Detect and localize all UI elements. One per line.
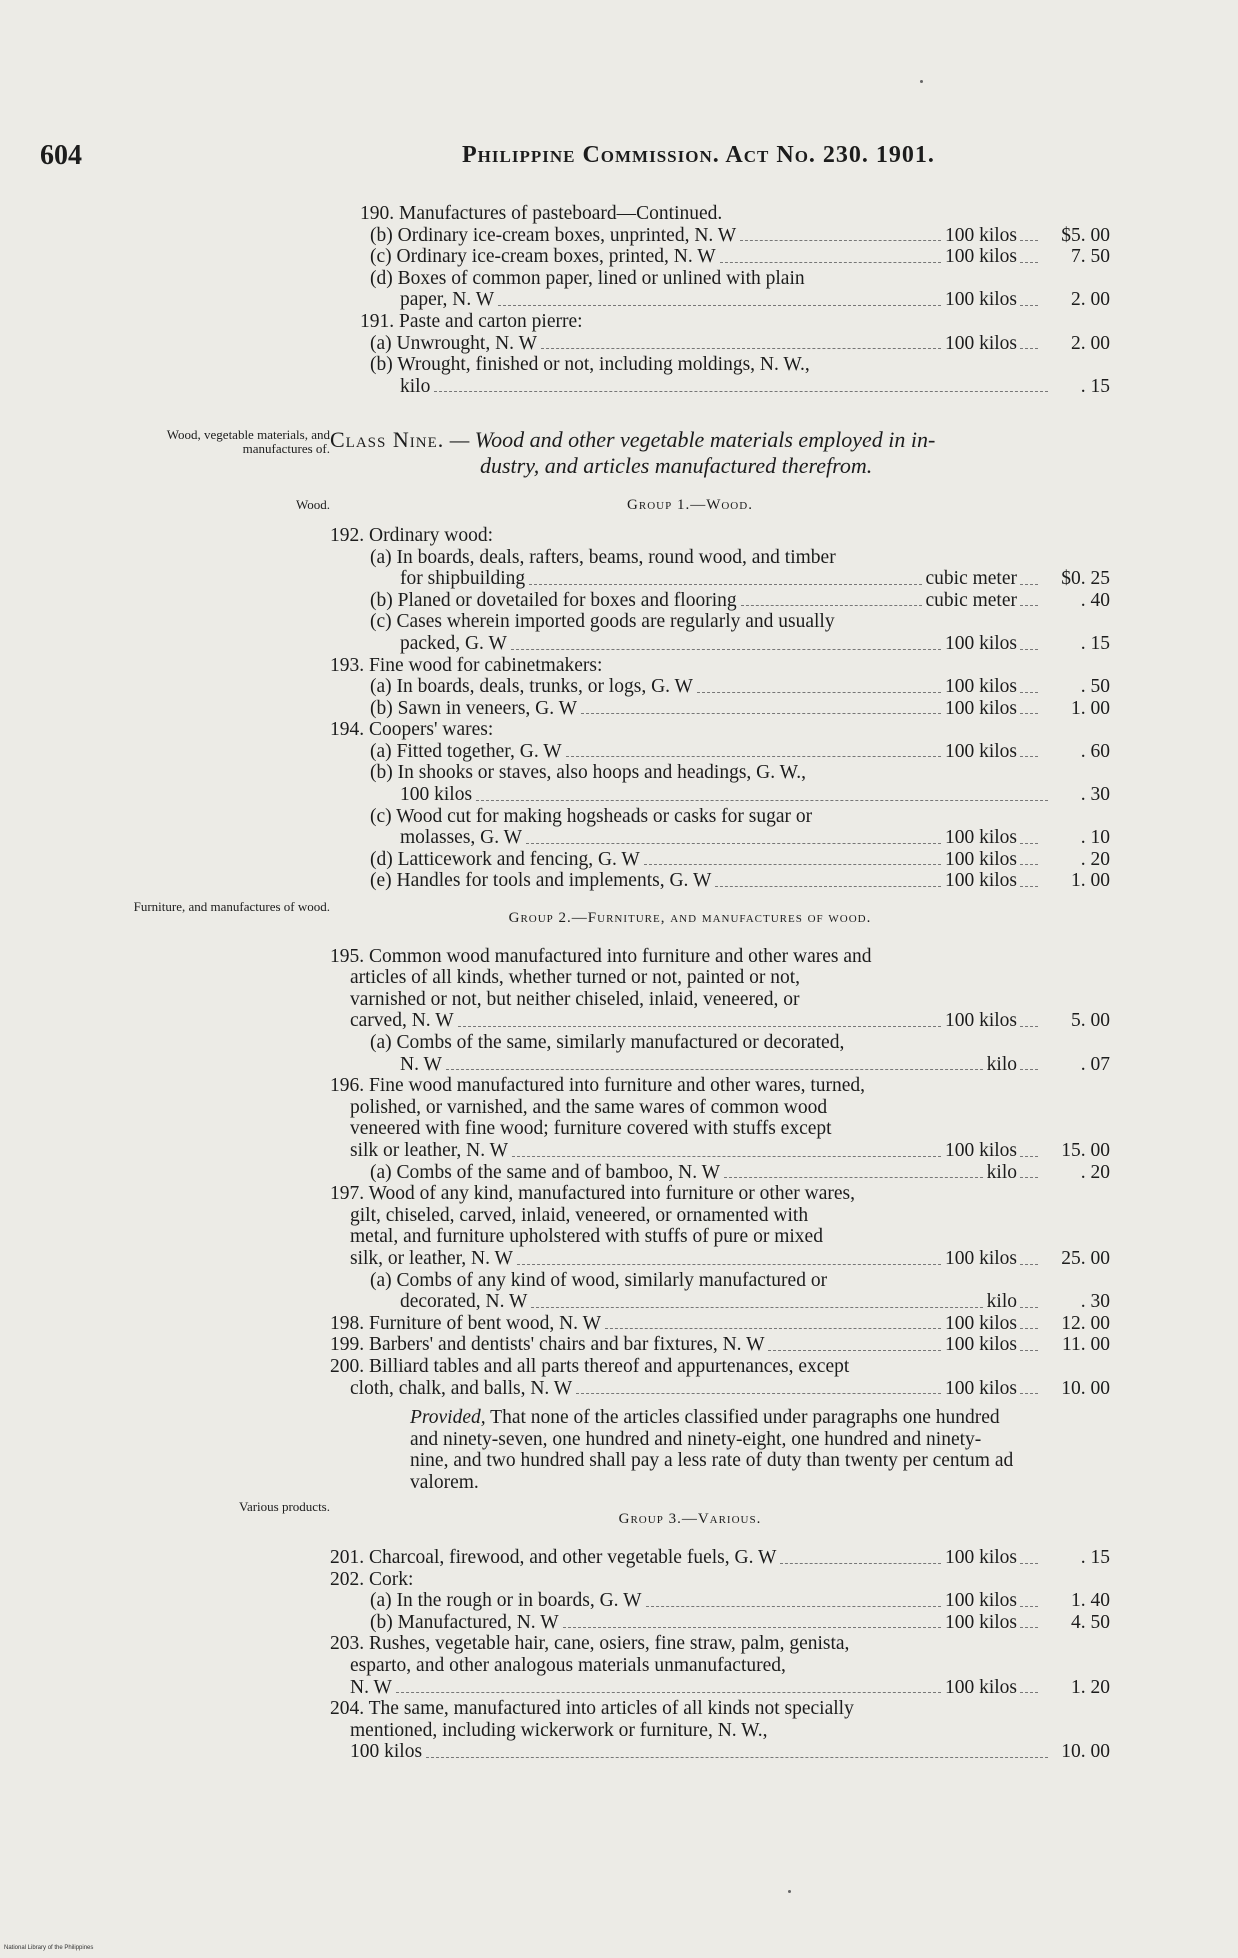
tariff-item-194b: 100 kilos . 30 xyxy=(400,784,1110,806)
paragraph-197-line2: gilt, chiseled, carved, inlaid, veneered, or ornamented with xyxy=(350,1204,809,1226)
tariff-item-203: N. W 100 kilos 1. 20 xyxy=(350,1676,1110,1698)
tariff-item-191a: (a) Unwrought, N. W 100 kilos 2. 00 xyxy=(370,332,1110,354)
tariff-item-192c: packed, G. W 100 kilos . 15 xyxy=(400,632,1110,654)
rate-192a: $0. 25 xyxy=(1061,568,1110,590)
tariff-item-197a: decorated, N. W kilo . 30 xyxy=(400,1291,1110,1313)
sidenote-various: Various products. xyxy=(239,1499,330,1514)
rate-193b: 1. 00 xyxy=(1071,697,1110,719)
paragraph-197-line3: metal, and furniture upholstered with stuffs of pure or mixed xyxy=(350,1226,823,1248)
rate-204: 10. 00 xyxy=(1061,1741,1110,1763)
tariff-item-201: 201. Charcoal, firewood, and other vegetable fuels, G. W 100 kilos . 15 xyxy=(330,1547,1110,1569)
paragraph-195-line2: articles of all kinds, whether turned or not, painted or not, xyxy=(350,967,801,989)
paragraph-203-line1: 203. Rushes, vegetable hair, cane, osiers, fine straw, palm, genista, xyxy=(330,1633,850,1655)
rate-193a: . 50 xyxy=(1080,676,1110,698)
tariff-item-198: 198. Furniture of bent wood, N. W 100 kilos 12. 00 xyxy=(330,1312,1110,1334)
rate-191b: . 15 xyxy=(1080,375,1110,397)
rate-199: 11. 00 xyxy=(1061,1334,1110,1356)
tariff-item-194a: (a) Fitted together, G. W 100 kilos . 60 xyxy=(370,740,1110,762)
tariff-item-197a-line1: (a) Combs of any kind of wood, similarly manufactured or xyxy=(370,1269,828,1291)
tariff-item-194c-line1: (c) Wood cut for making hogsheads or casks for sugar or xyxy=(370,805,813,827)
tariff-item-191b: kilo . 15 xyxy=(400,375,1110,397)
rate-195: 5. 00 xyxy=(1071,1010,1110,1032)
tariff-item-195a: N. W kilo . 07 xyxy=(400,1053,1110,1075)
paragraph-193-heading: 193. Fine wood for cabinetmakers: xyxy=(330,654,603,676)
rate-196: 15. 00 xyxy=(1061,1139,1110,1161)
group-3-heading: Group 3.—Various. xyxy=(618,1511,762,1528)
rate-203: 1. 20 xyxy=(1071,1676,1110,1698)
tariff-item-200: cloth, chalk, and balls, N. W 100 kilos 10. 00 xyxy=(350,1377,1110,1399)
page-number: 604 xyxy=(40,140,82,171)
tariff-item-190d: paper, N. W 100 kilos 2. 00 xyxy=(400,289,1110,311)
tariff-item-192b: (b) Planed or dovetailed for boxes and flooring cubic meter . 40 xyxy=(370,589,1110,611)
tariff-item-192a-line1: (a) In boards, deals, rafters, beams, round wood, and timber xyxy=(370,546,836,568)
proviso-paragraph: Provided, That none of the articles classified under paragraphs one hundred and ninety-seven, one hundred and ninety-eight, one hundred and ninety-nine, and two hundred shall pay a less rate of duty than twenty per centum ad valorem. xyxy=(410,1407,1014,1493)
paragraph-195-line3: varnished or not, but neither chiseled, inlaid, veneered, or xyxy=(350,988,800,1010)
rate-196a: . 20 xyxy=(1080,1161,1110,1183)
rate-192c: . 15 xyxy=(1080,632,1110,654)
rate-190b: $5. 00 xyxy=(1061,224,1110,246)
paragraph-197-line1: 197. Wood of any kind, manufactured into furniture or other wares, xyxy=(330,1183,855,1205)
rate-202a: 1. 40 xyxy=(1071,1590,1110,1612)
rate-190c: 7. 50 xyxy=(1071,246,1110,268)
tariff-item-191b-line1: (b) Wrought, finished or not, including moldings, N. W., xyxy=(370,354,810,376)
paragraph-204-line2: mentioned, including wickerwork or furniture, N. W., xyxy=(350,1719,768,1741)
rate-197: 25. 00 xyxy=(1061,1247,1110,1269)
rate-194d: . 20 xyxy=(1080,848,1110,870)
rate-190d: 2. 00 xyxy=(1071,289,1110,311)
tariff-item-194b-line1: (b) In shooks or staves, also hoops and headings, G. W., xyxy=(370,762,806,784)
rate-202b: 4. 50 xyxy=(1071,1611,1110,1633)
paragraph-196-line1: 196. Fine wood manufactured into furniture and other wares, turned, xyxy=(330,1075,866,1097)
paragraph-190-heading: 190. Manufactures of pasteboard—Continued. xyxy=(360,203,723,224)
paragraph-191-heading: 191. Paste and carton pierre: xyxy=(360,310,583,332)
rate-200: 10. 00 xyxy=(1061,1377,1110,1399)
tariff-item-197: silk, or leather, N. W 100 kilos 25. 00 xyxy=(350,1247,1110,1269)
tariff-item-193a: (a) In boards, deals, trunks, or logs, G. W 100 kilos . 50 xyxy=(370,676,1110,698)
tariff-content xyxy=(330,203,1110,1763)
tariff-item-202a: (a) In the rough or in boards, G. W 100 kilos 1. 40 xyxy=(370,1590,1110,1612)
tariff-item-192a: for shipbuilding cubic meter $0. 25 xyxy=(400,568,1110,590)
paragraph-195-line1: 195. Common wood manufactured into furniture and other wares and xyxy=(330,945,872,967)
rate-194e: 1. 00 xyxy=(1071,870,1110,892)
tariff-item-195: carved, N. W 100 kilos 5. 00 xyxy=(350,1010,1110,1032)
paragraph-203-line2: esparto, and other analogous materials unmanufactured, xyxy=(350,1655,786,1677)
tariff-item-194c: molasses, G. W 100 kilos . 10 xyxy=(400,827,1110,849)
class-nine-heading: Class Nine. — Wood and other vegetable materials employed in in- dustry, and articles manufactured therefrom. xyxy=(330,427,936,479)
sidenote-wood-vegetable: Wood, vegetable materials, and manufactures of. xyxy=(166,427,330,456)
sidenote-furniture: Furniture, and manufactures of wood. xyxy=(133,899,330,914)
rate-194b: . 30 xyxy=(1080,784,1110,806)
tariff-item-199: 199. Barbers' and dentists' chairs and bar fixtures, N. W 100 kilos 11. 00 xyxy=(330,1334,1110,1356)
library-footer: National Library of the Philippines xyxy=(4,1945,94,1951)
rate-195a: . 07 xyxy=(1080,1053,1110,1075)
rate-191a: 2. 00 xyxy=(1071,332,1110,354)
paragraph-194-heading: 194. Coopers' wares: xyxy=(330,719,494,741)
rate-192b: . 40 xyxy=(1080,589,1110,611)
tariff-item-193b: (b) Sawn in veneers, G. W 100 kilos 1. 00 xyxy=(370,697,1110,719)
paragraph-200-line1: 200. Billiard tables and all parts thereof and appurtenances, except xyxy=(330,1355,850,1377)
paragraph-202-heading: 202. Cork: xyxy=(330,1568,414,1590)
tariff-item-190d-line1: (d) Boxes of common paper, lined or unlined with plain xyxy=(370,267,805,289)
tariff-item-190c: (c) Ordinary ice-cream boxes, printed, N. W 100 kilos 7. 50 xyxy=(370,246,1110,268)
tariff-item-194d: (d) Latticework and fencing, G. W 100 kilos . 20 xyxy=(370,848,1110,870)
tariff-item-194e: (e) Handles for tools and implements, G. W 100 kilos 1. 00 xyxy=(370,870,1110,892)
tariff-item-195a-line1: (a) Combs of the same, similarly manufactured or decorated, xyxy=(370,1032,845,1053)
group-1-heading: Group 1.—Wood. xyxy=(627,497,753,514)
paragraph-196-line2: polished, or varnished, and the same wares of common wood xyxy=(350,1096,828,1118)
tariff-item-202b: (b) Manufactured, N. W 100 kilos 4. 50 xyxy=(370,1611,1110,1633)
rate-198: 12. 00 xyxy=(1061,1312,1110,1334)
rate-197a: . 30 xyxy=(1080,1291,1110,1313)
rate-194a: . 60 xyxy=(1080,740,1110,762)
running-head: Philippine Commission. Act No. 230. 1901. xyxy=(462,142,935,168)
sidenote-wood: Wood. xyxy=(296,497,330,512)
paragraph-196-line3: veneered with fine wood; furniture covered with stuffs except xyxy=(350,1118,832,1140)
paragraph-192-heading: 192. Ordinary wood: xyxy=(330,524,494,546)
tariff-item-190b: (b) Ordinary ice-cream boxes, unprinted, N. W 100 kilos $5. 00 xyxy=(370,224,1110,246)
rate-194c: . 10 xyxy=(1080,827,1110,849)
paragraph-204-line1: 204. The same, manufactured into articles of all kinds not specially xyxy=(330,1698,854,1720)
scan-speck xyxy=(920,80,923,83)
tariff-item-196a: (a) Combs of the same and of bamboo, N. W kilo . 20 xyxy=(370,1161,1110,1183)
tariff-item-192c-line1: (c) Cases wherein imported goods are regularly and usually xyxy=(370,611,835,633)
tariff-item-204: 100 kilos 10. 00 xyxy=(350,1741,1110,1763)
scan-speck xyxy=(788,1890,791,1893)
group-2-heading: Group 2.—Furniture, and manufactures of wood. xyxy=(508,910,872,927)
rate-201: . 15 xyxy=(1080,1547,1110,1569)
tariff-item-196: silk or leather, N. W 100 kilos 15. 00 xyxy=(350,1139,1110,1161)
